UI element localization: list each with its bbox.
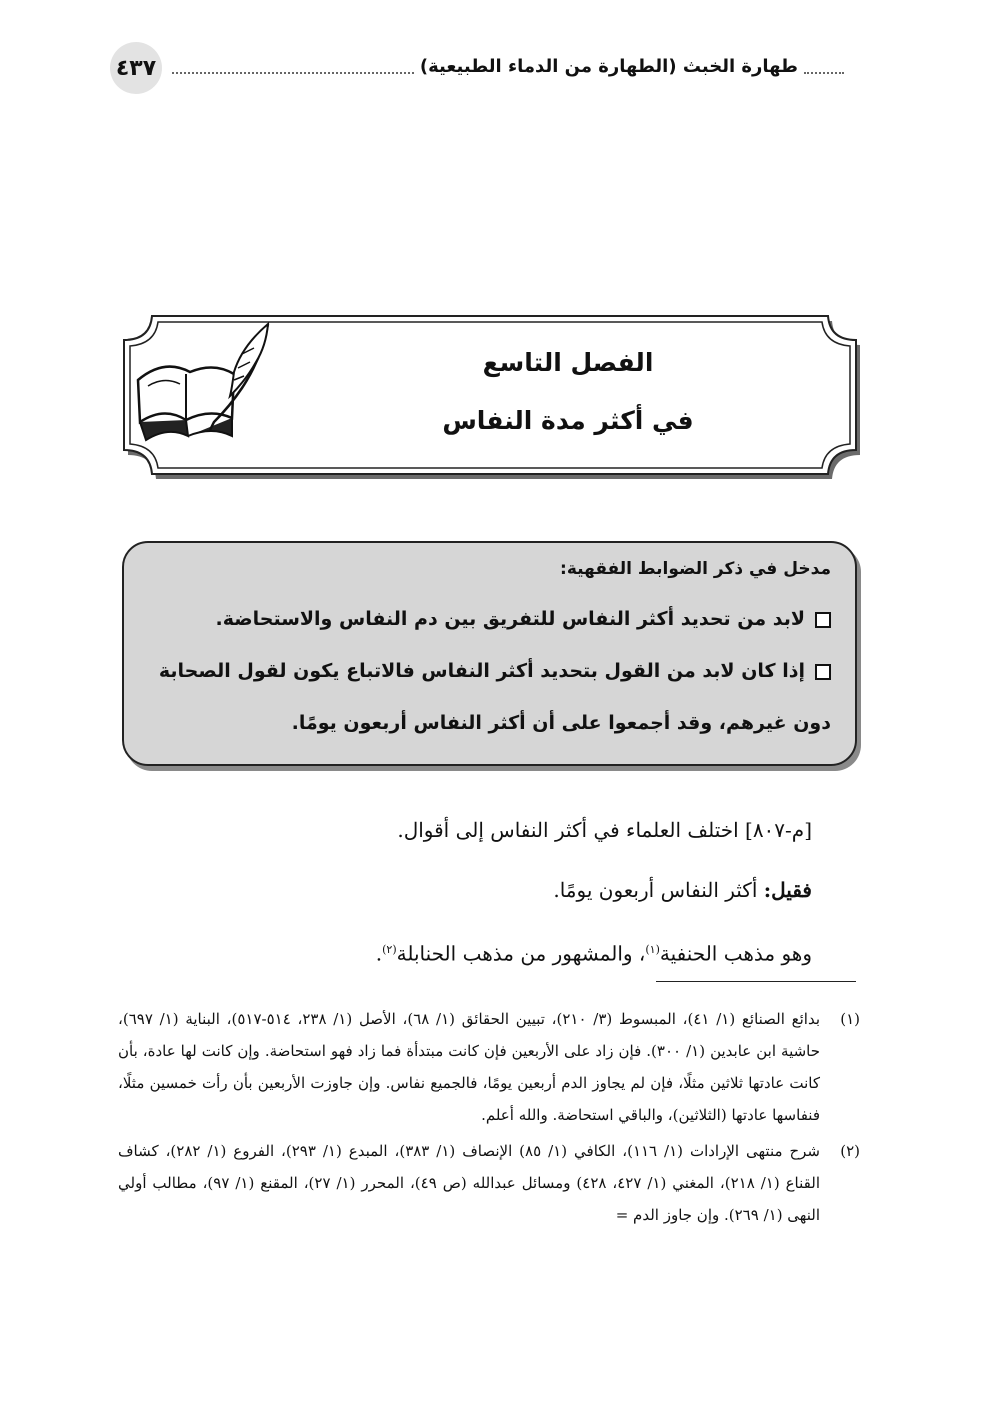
rule-text: إذا كان لابد من القول بتحديد أكثر النفاس فالاتباع يكون لقول الصحابة دون غيرهم، وقد أجمعوا على أن أكثر النفاس أربعون يومًا. (158, 660, 831, 734)
footnote-ref: (١) (645, 943, 660, 956)
chapter-title-frame (118, 310, 862, 480)
bold-lead: فقيل: (763, 878, 812, 902)
page-number: ٤٣٧ (110, 42, 162, 94)
leader-dots (804, 72, 844, 74)
footnotes (118, 1003, 860, 1235)
chapter-title: في أكثر مدة النفاس (442, 406, 694, 435)
leader-dots (172, 72, 414, 74)
rules-heading: مدخل في ذكر الضوابط الفقهية: (560, 559, 831, 579)
running-title: طهارة الخبث (الطهارة من الدماء الطبيعية) (419, 56, 798, 77)
checkbox-icon (815, 612, 831, 628)
fiqh-rules-box (122, 541, 857, 766)
footnote-number: (١) (840, 1010, 860, 1028)
checkbox-icon (815, 664, 831, 680)
rule-text: لابد من تحديد أكثر النفاس للتفريق بين دم النفاس والاستحاضة. (215, 608, 805, 630)
rule-item (132, 645, 831, 749)
chapter-label: الفصل التاسع (482, 348, 654, 377)
paragraph: [م-٨٠٧] اختلف العلماء في أكثر النفاس إلى أقوال. (397, 818, 812, 842)
paragraph-text: . (375, 941, 383, 966)
footnote-number: (٢) (840, 1142, 860, 1160)
footnote (118, 1003, 860, 1131)
rule-item (132, 593, 831, 645)
paragraph (180, 920, 812, 984)
running-header (172, 56, 844, 77)
paragraph-text: وهو مذهب الحنفية (659, 941, 812, 966)
footnote-ref: (٢) (382, 943, 397, 956)
footnote-text: بدائع الصنائع (١/ ٤١)، المبسوط (٣/ ٢١٠)، تبيين الحقائق (١/ ٦٨)، الأصل (١/ ٢٣٨، ٥١٤-٥١٧)، البناية (١/ ٦٩٧)، حاشية ابن عابدين (١/ ٣٠٠). فإن زاد على الأربعين فإن كانت مبتدأة فما زاد فهو استحاضة. وإن كانت لها عادة، بأن كانت عادتها ثلاثين مثلًا، فإن لم يجاوز الدم أربعين يومًا، فالجميع نفاس. وإن جاوزت الأربعين بأن رأت خمسين مثلًا، فنفاسها عادتها (الثلاثين)، والباقي استحاضة. والله أعلم. (118, 1010, 821, 1124)
paragraph-text: ، والمشهور من مذهب الحنابلة (396, 941, 646, 966)
footnote (118, 1135, 860, 1231)
footnote-separator (656, 981, 856, 982)
paragraph (180, 860, 812, 920)
footnote-text: شرح منتهى الإرادات (١/ ١١٦)، الكافي (١/ ٨٥) الإنصاف (١/ ٣٨٣)، المبدع (١/ ٢٩٣)، الفروع (١/ ٢٨٢)، كشاف القناع (١/ ٢١٨)، المغني (١/ ٤٢٧، ٤٢٨) ومسائل عبدالله (ص ٤٩)، المحرر (١/ ٢٧)، المقنع (١/ ٩٧)، مطالب أولي النهى (١/ ٢٦٩). وإن جاوز الدم = (118, 1142, 820, 1224)
paragraph-text: أكثر النفاس أربعون يومًا. (553, 878, 764, 902)
body-text (180, 800, 812, 984)
book-feather-icon (134, 318, 274, 448)
